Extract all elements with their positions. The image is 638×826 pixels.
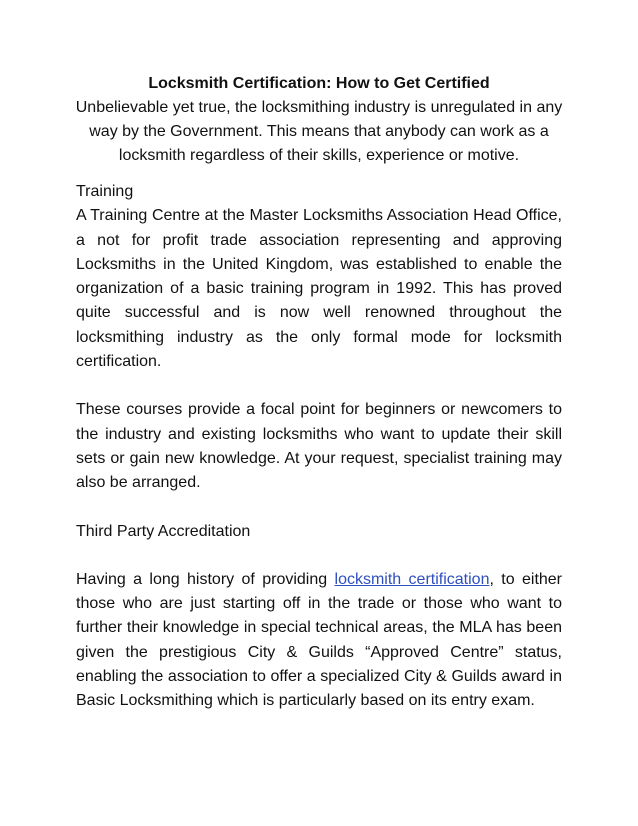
spacer <box>76 168 562 180</box>
accreditation-text-before: Having a long history of providing <box>76 570 335 588</box>
intro-paragraph: Unbelievable yet true, the locksmithing industry is unregulated in any way by the Government. This means that anybody can work as a locksmith regardless of their skills, experience or motive. <box>75 99 563 164</box>
document-page <box>76 72 562 714</box>
training-heading: Training <box>76 183 134 200</box>
accreditation-heading: Third Party Accreditation <box>76 522 251 540</box>
locksmith-certification-link[interactable]: locksmith certification <box>334 570 490 588</box>
training-paragraph-1: A Training Centre at the Master Locksmiths Association Head Office, a not for profit trade association representing and approving Locksmiths in the United Kingdom, was established to enable the organization of a basic training program in 1992. This has proved quite successful and is now well renowned throughout the locksmithing industry as the only formal mode for locksmith certification. <box>76 207 562 371</box>
training-paragraph-2: These courses provide a focal point for beginners or newcomers to the industry and existing locksmiths who want to update their skill sets or gain new knowledge. At your request, specialist training may also be arranged. <box>76 401 562 492</box>
document-title: Locksmith Certification: How to Get Certified <box>148 75 490 92</box>
accreditation-paragraph <box>76 568 562 714</box>
accreditation-text-after: , to either those who are just starting off in the trade or those who want to further their knowledge in special technical areas, the MLA has been given the prestigious City & Guilds “Approved Centre” status, enabling the association to offer a specialized City & Guilds award in Basic Locksmithing which is particularly based on its entry exam. <box>76 570 563 710</box>
spacer <box>76 496 562 520</box>
spacer <box>76 374 562 398</box>
spacer <box>76 544 562 568</box>
